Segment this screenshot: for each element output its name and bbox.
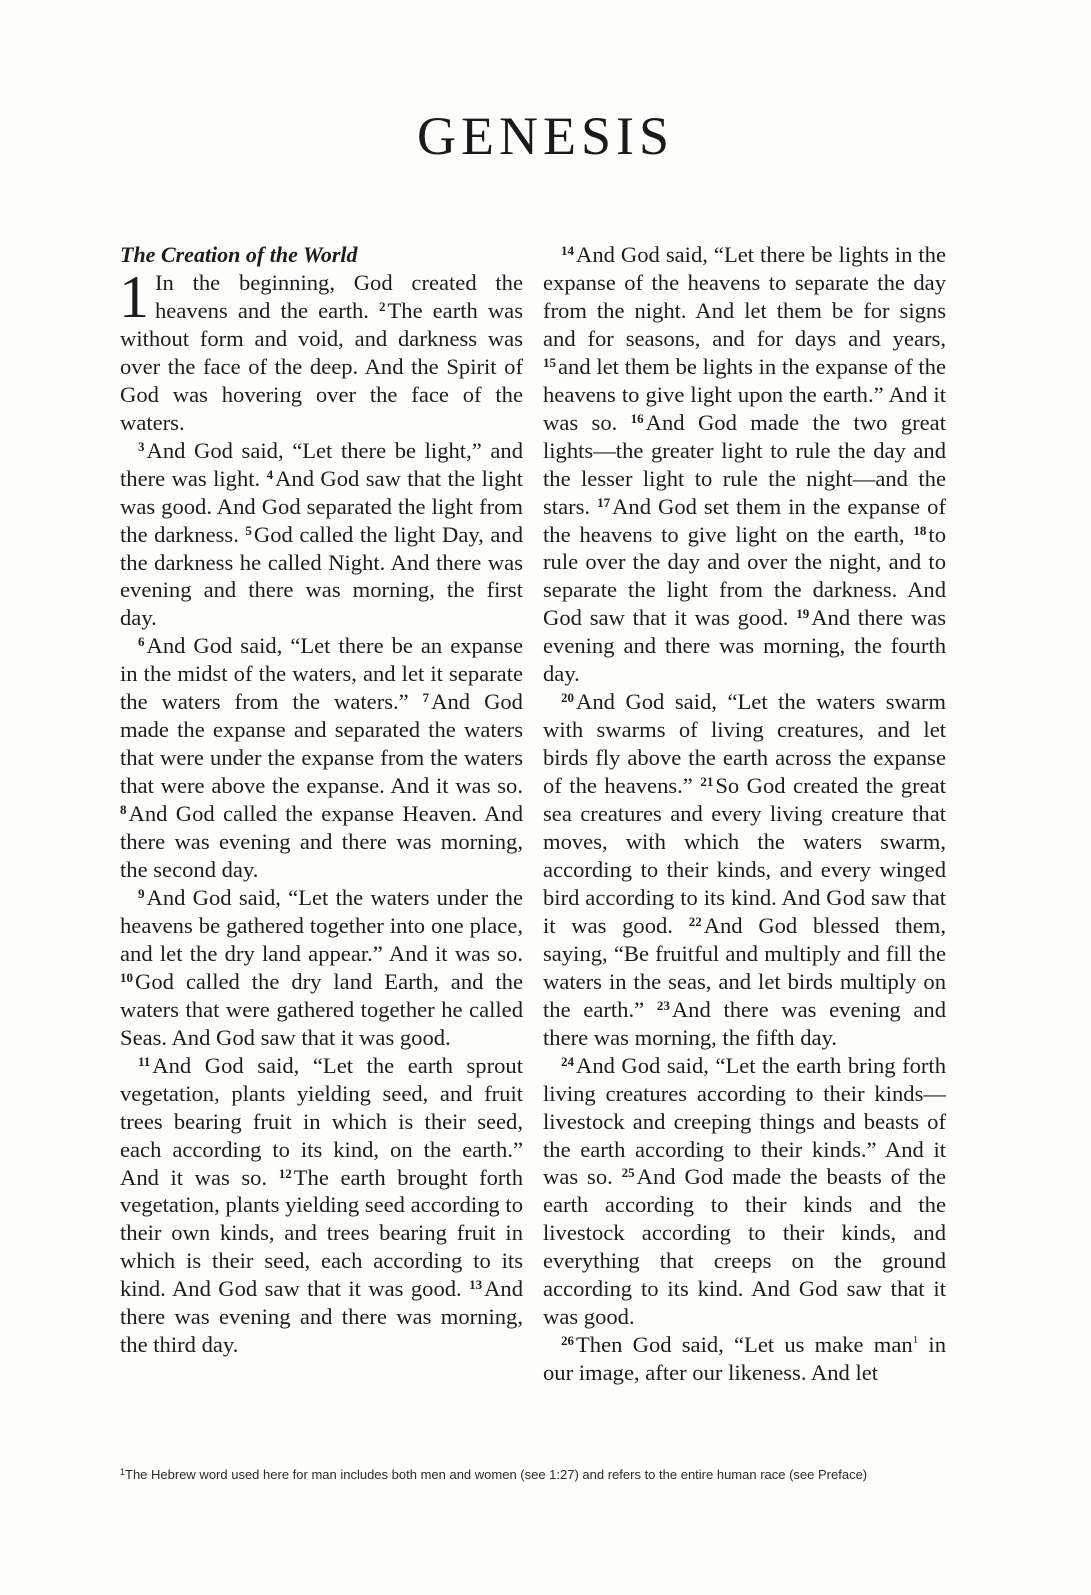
verse-number: 8 <box>120 802 127 818</box>
verse-text: And there was evening and there was morning, the fifth day. <box>543 996 946 1050</box>
paragraph <box>543 241 946 688</box>
verse-number: 13 <box>469 1277 483 1293</box>
chapter-number: 1 <box>119 264 149 330</box>
verse-number: 25 <box>621 1165 635 1181</box>
verse-text: And God said, “Let the waters under the heavens be gathered together into one place, and let the dry land appear.” And it was so. <box>120 884 523 966</box>
paragraph <box>120 884 523 1052</box>
verse-number: 24 <box>561 1053 574 1069</box>
verse-number: 14 <box>561 243 574 258</box>
verse-text: And God said, “Let there be an expanse in the midst of the waters, and let it separate the waters from the waters.” <box>120 633 523 715</box>
right-text-column <box>543 241 946 1387</box>
verse-number: 6 <box>138 634 145 650</box>
verse-number: 22 <box>688 913 702 929</box>
verse-text: And God said, “Let there be light,” and there was light. <box>120 437 523 491</box>
footnote-marker: 1 <box>120 1467 126 1477</box>
verse-number: 12 <box>278 1165 292 1181</box>
verse-number: 11 <box>138 1053 151 1069</box>
left-text-column <box>120 241 523 1359</box>
verse-text: And God set them in the expanse of the heavens to give light on the earth, <box>543 493 946 547</box>
verse-text: And God called the expanse Heaven. And there was evening and there was morning, the second day. <box>120 801 523 883</box>
verse-number: 26 <box>561 1333 574 1349</box>
verse-text: God called the light Day, and the darkness he called Night. And there was evening and there was morning, the first day. <box>120 521 524 631</box>
verse-text: in our image, after our likeness. And let <box>543 1332 946 1386</box>
verse-number: 21 <box>700 774 714 790</box>
verse-text: In the beginning, God created the heavens and the earth. <box>155 270 523 323</box>
verse-number: 3 <box>138 438 145 454</box>
verse-text: And God made the expanse and separated the waters that were under the expanse from the waters that were above the expanse. And it was so. <box>120 689 523 799</box>
verse-text: God called the dry land Earth, and the waters that were gathered together he called Seas. And God saw that it was good. <box>120 968 523 1050</box>
paragraph <box>119 264 523 437</box>
verse-number: 7 <box>422 690 430 706</box>
paragraph <box>543 688 946 1051</box>
verse-text: And God said, “Let the waters swarm with swarms of living creatures, and let birds fly above the earth across the expanse of the heavens.” <box>543 689 946 799</box>
verse-text: And there was evening and there was morning, the third day. <box>120 1276 523 1358</box>
verse-text: The earth was without form and void, and darkness was over the face of the deep. And the Spirit of God was hovering over the face of the waters. <box>120 297 523 435</box>
verse-number: 18 <box>913 522 927 538</box>
verse-number: 5 <box>245 522 252 538</box>
verse-text: And God said, “Let the earth sprout vegetation, plants yielding seed, and fruit trees bearing fruit in which is their seed, each according to its kind, on the earth.” And it was so. <box>120 1052 523 1190</box>
paragraph <box>120 632 523 884</box>
verse-text: And God saw that the light was good. And God separated the light from the darkness. <box>120 465 523 547</box>
verse-text: and let them be lights in the expanse of the heavens to give light upon the earth.” And it was so. <box>543 353 946 435</box>
footnote <box>120 1465 940 1485</box>
verse-text: So God created the great sea creatures and every living creature that moves, with which the waters swarm, according to their kinds, and every winged bird according to its kind. And God saw that it was good. <box>543 773 946 938</box>
verse-text: And God said, “Let the earth bring forth living creatures according to their kinds—livestock and creeping things and beasts of the earth according to their kinds.” And it was so. <box>543 1052 946 1190</box>
verse-number: 23 <box>656 997 670 1013</box>
verse-text: And God said, “Let there be lights in the expanse of the heavens to separate the day from the night. And let them be for signs and for seasons, and for days and years, <box>543 242 946 351</box>
verse-number: 16 <box>630 410 644 426</box>
verse-number: 15 <box>543 354 556 370</box>
verse-text: And God made the two great lights—the greater light to rule the day and the lesser light to rule the night—and the stars. <box>543 409 946 519</box>
paragraph <box>543 1331 946 1387</box>
section-heading: The Creation of the World <box>120 242 358 267</box>
paragraph <box>120 1052 523 1359</box>
book-title: GENESIS <box>416 106 674 166</box>
footnote-reference: 1 <box>912 1334 919 1347</box>
verse-text: And God made the beasts of the earth according to their kinds and the livestock according to their kinds, and everything that creeps on the ground according to its kind. And God saw that it was good. <box>543 1164 946 1330</box>
verse-number: 10 <box>120 969 133 985</box>
verse-number: 2 <box>378 298 386 314</box>
verse-number: 20 <box>561 690 574 706</box>
verse-text: to rule over the day and over the night, and to separate the light from the darkness. And God saw that it was good. <box>543 521 946 631</box>
footnote-text: The Hebrew word used here for man includes both men and women (see 1:27) and refers to the entire human race (see Preface) <box>125 1467 868 1482</box>
verse-number: 4 <box>266 466 274 482</box>
verse-number: 9 <box>138 885 145 901</box>
verse-number: 19 <box>796 606 810 622</box>
paragraph <box>543 1052 946 1332</box>
verse-text: The earth brought forth vegetation, plants yielding seed according to their own kinds, and trees bearing fruit in which is their seed, each according to its kind. And God saw that it was good. <box>120 1164 524 1302</box>
verse-text: And God blessed them, saying, “Be fruitful and multiply and fill the waters in the seas, and let birds multiply on the earth.” <box>543 912 946 1022</box>
verse-text: And there was evening and there was morning, the fourth day. <box>543 605 946 687</box>
verse-number: 17 <box>597 494 611 510</box>
paragraph <box>120 437 523 633</box>
verse-text: Then God said, “Let us make man <box>576 1332 913 1358</box>
